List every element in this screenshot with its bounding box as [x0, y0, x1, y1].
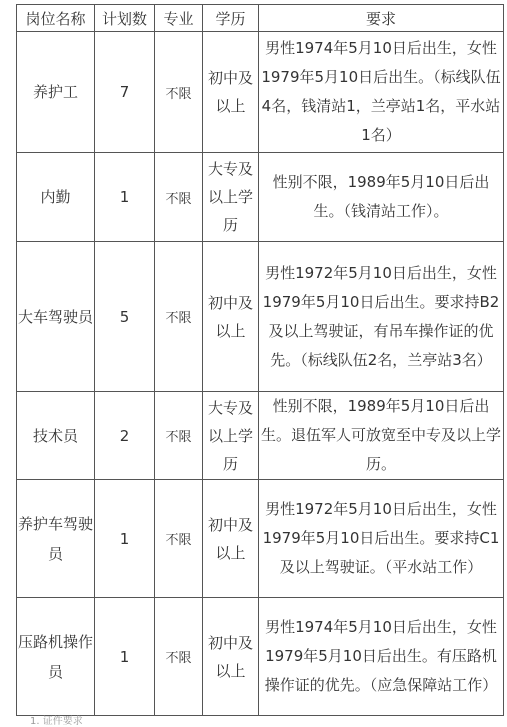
- requirement-cell: 性别不限，1989年5月10日后出生。退伍军人可放宽至中专及以上学历。: [259, 392, 504, 480]
- major-cell: 不限: [155, 153, 203, 242]
- position-cell: 技术员: [17, 392, 95, 480]
- education-cell: 大专及以上学历: [203, 392, 259, 480]
- header-count: 计划数: [95, 5, 155, 32]
- education-cell: 大专及以上学历: [203, 153, 259, 242]
- position-cell: 养护工: [17, 32, 95, 153]
- major-cell: 不限: [155, 392, 203, 480]
- requirement-cell: 性别不限，1989年5月10日后出生。（钱清站工作）。: [259, 153, 504, 242]
- position-cell: 大车驾驶员: [17, 242, 95, 392]
- table-row: [17, 153, 504, 242]
- requirement-cell: 男性1974年5月10日后出生，女性1979年5月10日后出生。有压路机操作证的优先。（应急保障站工作）: [259, 598, 504, 716]
- header-major: 专业: [155, 5, 203, 32]
- education-cell: 初中及以上: [203, 242, 259, 392]
- major-cell: 不限: [155, 598, 203, 716]
- count-cell: 7: [95, 32, 155, 153]
- major-cell: 不限: [155, 32, 203, 153]
- requirement-cell: 男性1972年5月10日后出生，女性1979年5月10日后出生。要求持C1及以上驾驶证。（平水站工作）: [259, 480, 504, 598]
- major-cell: 不限: [155, 480, 203, 598]
- requirement-cell: 男性1974年5月10日后出生，女性1979年5月10日后出生。（标线队伍4名，钱清站1，兰亭站1名，平水站1名）: [259, 32, 504, 153]
- recruitment-table: [16, 4, 504, 716]
- education-cell: 初中及以上: [203, 598, 259, 716]
- header-education: 学历: [203, 5, 259, 32]
- header-requirement: 要求: [259, 5, 504, 32]
- position-cell: 压路机操作员: [17, 598, 95, 716]
- count-cell: 1: [95, 480, 155, 598]
- requirement-cell: 男性1972年5月10日后出生，女性1979年5月10日后出生。要求持B2及以上驾驶证，有吊车操作证的优先。（标线队伍2名，兰亭站3名）: [259, 242, 504, 392]
- position-cell: 内勤: [17, 153, 95, 242]
- count-cell: 5: [95, 242, 155, 392]
- count-cell: 1: [95, 153, 155, 242]
- education-cell: 初中及以上: [203, 480, 259, 598]
- table-header-row: [17, 5, 504, 32]
- table-row: [17, 480, 504, 598]
- footer-note: 1. 证件要求: [30, 716, 83, 727]
- table-row: [17, 392, 504, 480]
- education-cell: 初中及以上: [203, 32, 259, 153]
- position-cell: 养护车驾驶员: [17, 480, 95, 598]
- count-cell: 1: [95, 598, 155, 716]
- table-row: [17, 598, 504, 716]
- major-cell: 不限: [155, 242, 203, 392]
- table-row: [17, 32, 504, 153]
- header-position: 岗位名称: [17, 5, 95, 32]
- count-cell: 2: [95, 392, 155, 480]
- table-row: [17, 242, 504, 392]
